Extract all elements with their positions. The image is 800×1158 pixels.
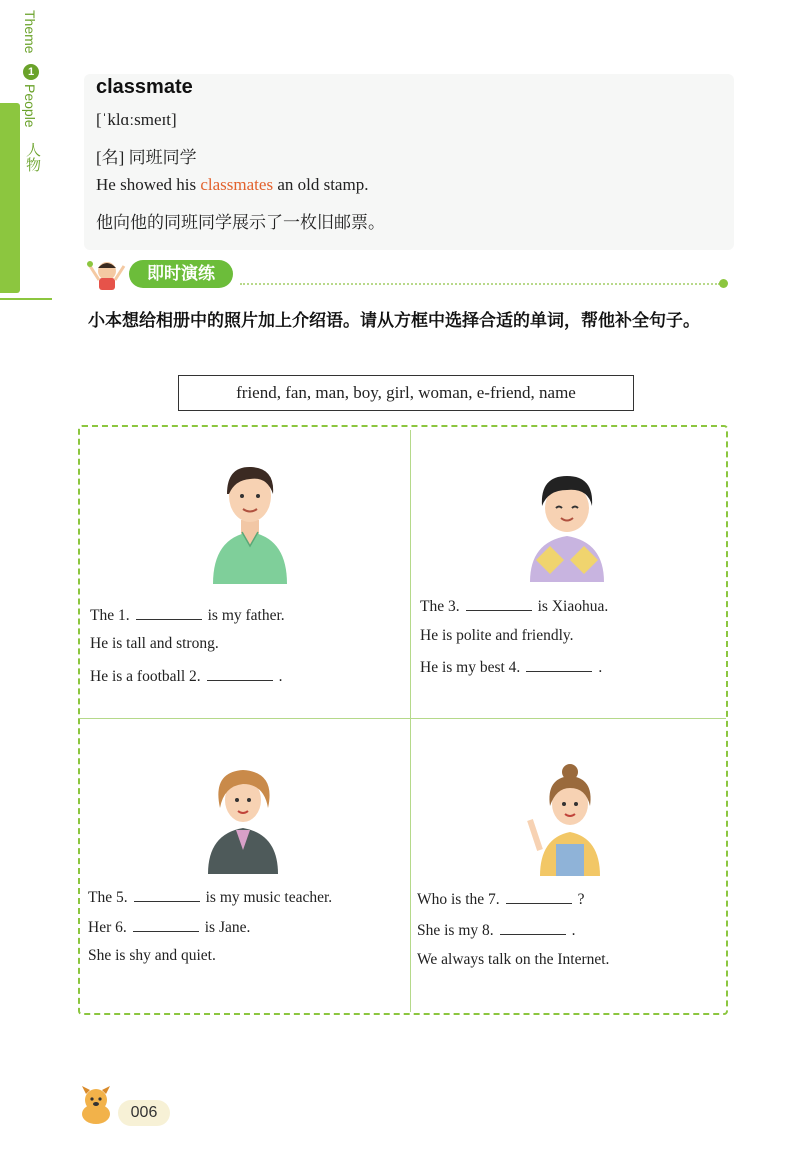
divider-dot xyxy=(719,279,728,288)
example-text: He showed his xyxy=(96,175,201,194)
line-text: . xyxy=(278,668,283,685)
category-label: People xyxy=(22,84,38,128)
answer-blank-4[interactable] xyxy=(526,657,592,672)
category-label-cn: 人物 xyxy=(24,142,41,172)
theme-side-tab xyxy=(0,103,52,299)
line-text: He is my best 4. xyxy=(420,659,521,676)
cell2-line1 xyxy=(420,596,608,616)
girl-illustration xyxy=(526,764,610,876)
line-text: Who is the 7. xyxy=(417,891,500,908)
cell4-line3: We always talk on the Internet. xyxy=(417,951,610,968)
line-text: is Jane. xyxy=(204,919,251,936)
line-text: She is my 8. xyxy=(417,922,494,939)
cell2-line2: He is polite and friendly. xyxy=(420,627,574,644)
cell1-line3 xyxy=(90,666,283,686)
boy-illustration xyxy=(522,470,612,582)
example-text-end: an old stamp. xyxy=(273,175,369,194)
line-text: ? xyxy=(577,891,585,908)
page-number: 006 xyxy=(118,1100,170,1126)
cell4-line1 xyxy=(417,889,585,909)
grid-horizontal-divider xyxy=(80,718,726,719)
line-text: is my father. xyxy=(207,607,285,624)
answer-blank-8[interactable] xyxy=(500,920,566,935)
dog-mascot-icon xyxy=(74,1084,118,1126)
word-bank: friend, fan, man, boy, girl, woman, e-friend, name xyxy=(178,375,634,411)
line-text: The 3. xyxy=(420,598,460,615)
vocab-word: classmate xyxy=(96,76,193,98)
vocab-example xyxy=(96,175,368,195)
woman-teacher-illustration xyxy=(206,764,280,874)
line-text: The 1. xyxy=(90,607,130,624)
vocab-part-of-speech: [名] 同班同学 xyxy=(96,148,197,167)
cell1-line2: He is tall and strong. xyxy=(90,635,219,652)
practice-title: 即时演练 xyxy=(129,260,233,288)
theme-label: Theme xyxy=(22,10,38,54)
grid-vertical-divider xyxy=(410,430,411,1012)
cell2-line3 xyxy=(420,657,602,677)
cell3-line3: She is shy and quiet. xyxy=(88,947,216,964)
theme-number: 1 xyxy=(23,64,39,80)
example-highlight: classmates xyxy=(200,175,274,194)
line-text: is my music teacher. xyxy=(205,889,333,906)
answer-blank-5[interactable] xyxy=(134,887,200,902)
cell4-line2 xyxy=(417,920,576,940)
line-text: The 5. xyxy=(88,889,128,906)
instruction-text: 小本想给相册中的照片加上介绍语。请从方框中选择合适的单词，帮他补全句子。 xyxy=(88,311,700,331)
dotted-divider xyxy=(240,283,720,285)
vocab-phonetic: [ˈklɑːsmeɪt] xyxy=(96,110,177,129)
answer-blank-7[interactable] xyxy=(506,889,572,904)
line-text: . xyxy=(598,659,603,676)
line-text: is Xiaohua. xyxy=(537,598,609,615)
father-illustration xyxy=(205,462,295,584)
cell1-line1 xyxy=(90,605,285,625)
vocab-translation: 他向他的同班同学展示了一枚旧邮票。 xyxy=(96,213,385,233)
line-text: He is a football 2. xyxy=(90,668,201,685)
line-text: . xyxy=(571,922,576,939)
answer-blank-1[interactable] xyxy=(136,605,202,620)
cell3-line2 xyxy=(88,917,250,937)
answer-blank-2[interactable] xyxy=(207,666,273,681)
answer-blank-3[interactable] xyxy=(466,596,532,611)
line-text: Her 6. xyxy=(88,919,127,936)
cell3-line1 xyxy=(88,887,332,907)
answer-blank-6[interactable] xyxy=(133,917,199,932)
kid-mascot-icon xyxy=(86,256,132,292)
